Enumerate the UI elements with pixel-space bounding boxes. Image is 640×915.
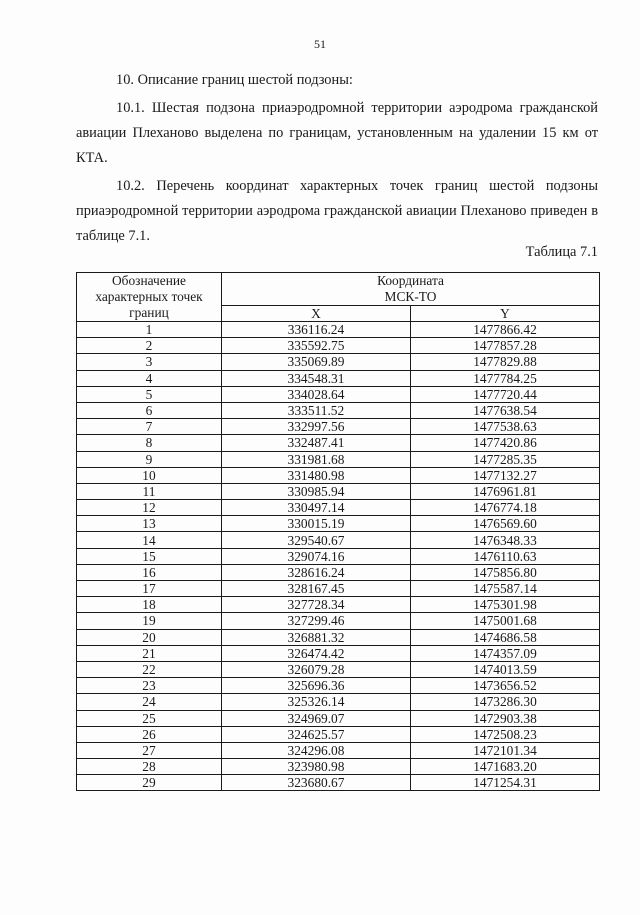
cell-y: 1471683.20 <box>411 759 600 775</box>
cell-point-number: 26 <box>77 726 222 742</box>
cell-point-number: 20 <box>77 629 222 645</box>
cell-x: 325326.14 <box>222 694 411 710</box>
cell-point-number: 13 <box>77 516 222 532</box>
header-point-designation: Обозначение характерных точек границ <box>77 273 222 322</box>
cell-x: 323980.98 <box>222 759 411 775</box>
cell-y: 1474357.09 <box>411 645 600 661</box>
cell-y: 1476774.18 <box>411 500 600 516</box>
cell-point-number: 28 <box>77 759 222 775</box>
table-row <box>77 726 600 742</box>
cell-y: 1477866.42 <box>411 322 600 338</box>
cell-point-number: 2 <box>77 338 222 354</box>
cell-y: 1475587.14 <box>411 581 600 597</box>
cell-x: 324296.08 <box>222 742 411 758</box>
cell-x: 335069.89 <box>222 354 411 370</box>
cell-x: 325696.36 <box>222 678 411 694</box>
cell-y: 1476961.81 <box>411 483 600 499</box>
table-row <box>77 645 600 661</box>
table-row <box>77 597 600 613</box>
cell-point-number: 29 <box>77 775 222 791</box>
cell-x: 327728.34 <box>222 597 411 613</box>
cell-x: 331981.68 <box>222 451 411 467</box>
cell-y: 1477420.86 <box>411 435 600 451</box>
cell-x: 323680.67 <box>222 775 411 791</box>
cell-point-number: 18 <box>77 597 222 613</box>
cell-x: 324625.57 <box>222 726 411 742</box>
cell-point-number: 4 <box>77 370 222 386</box>
table-caption: Таблица 7.1 <box>525 244 598 260</box>
cell-y: 1475301.98 <box>411 597 600 613</box>
cell-x: 324969.07 <box>222 710 411 726</box>
cell-y: 1471254.31 <box>411 775 600 791</box>
cell-point-number: 15 <box>77 548 222 564</box>
cell-x: 326079.28 <box>222 661 411 677</box>
table-row <box>77 581 600 597</box>
table-row <box>77 759 600 775</box>
cell-point-number: 1 <box>77 322 222 338</box>
cell-x: 331480.98 <box>222 467 411 483</box>
cell-point-number: 7 <box>77 419 222 435</box>
cell-x: 334028.64 <box>222 386 411 402</box>
cell-point-number: 9 <box>77 451 222 467</box>
cell-point-number: 19 <box>77 613 222 629</box>
section-heading: 10. Описание границ шестой подзоны: <box>116 72 353 88</box>
cell-point-number: 17 <box>77 581 222 597</box>
cell-y: 1477538.63 <box>411 419 600 435</box>
table-row <box>77 629 600 645</box>
cell-point-number: 21 <box>77 645 222 661</box>
table-row <box>77 548 600 564</box>
cell-y: 1476110.63 <box>411 548 600 564</box>
cell-y: 1474686.58 <box>411 629 600 645</box>
header-y: Y <box>411 306 600 322</box>
header-coordinate-system <box>222 273 600 306</box>
cell-x: 330985.94 <box>222 483 411 499</box>
table-row <box>77 370 600 386</box>
cell-x: 335592.75 <box>222 338 411 354</box>
cell-x: 333511.52 <box>222 402 411 418</box>
table-row <box>77 322 600 338</box>
cell-point-number: 14 <box>77 532 222 548</box>
cell-point-number: 12 <box>77 500 222 516</box>
cell-y: 1472903.38 <box>411 710 600 726</box>
table-row <box>77 386 600 402</box>
cell-y: 1477829.88 <box>411 354 600 370</box>
cell-point-number: 23 <box>77 678 222 694</box>
table-row <box>77 678 600 694</box>
cell-y: 1477285.35 <box>411 451 600 467</box>
cell-y: 1473286.30 <box>411 694 600 710</box>
table-row <box>77 742 600 758</box>
table-body <box>77 322 600 791</box>
cell-x: 332997.56 <box>222 419 411 435</box>
cell-point-number: 8 <box>77 435 222 451</box>
table-row <box>77 564 600 580</box>
table-row <box>77 467 600 483</box>
table-row <box>77 419 600 435</box>
cell-y: 1472508.23 <box>411 726 600 742</box>
cell-y: 1473656.52 <box>411 678 600 694</box>
cell-point-number: 10 <box>77 467 222 483</box>
table-row <box>77 402 600 418</box>
table-row <box>77 483 600 499</box>
table-row <box>77 661 600 677</box>
table-row <box>77 516 600 532</box>
table-row <box>77 532 600 548</box>
paragraph-10-1: 10.1. Шестая подзона приаэродромной территории аэродрома гражданской авиации Плеханово выделена по границам, установленным на удалении 15 км от КТА. <box>76 100 598 166</box>
table-row <box>77 354 600 370</box>
table-row <box>77 710 600 726</box>
header-x: X <box>222 306 411 322</box>
cell-x: 334548.31 <box>222 370 411 386</box>
cell-x: 328167.45 <box>222 581 411 597</box>
cell-y: 1477720.44 <box>411 386 600 402</box>
cell-point-number: 11 <box>77 483 222 499</box>
cell-x: 330015.19 <box>222 516 411 532</box>
table-row <box>77 694 600 710</box>
cell-y: 1477638.54 <box>411 402 600 418</box>
table-row <box>77 775 600 791</box>
cell-x: 326881.32 <box>222 629 411 645</box>
table-header-row <box>77 273 600 306</box>
cell-y: 1475001.68 <box>411 613 600 629</box>
cell-y: 1474013.59 <box>411 661 600 677</box>
table-row <box>77 500 600 516</box>
table-row <box>77 435 600 451</box>
cell-point-number: 22 <box>77 661 222 677</box>
cell-point-number: 27 <box>77 742 222 758</box>
cell-y: 1477132.27 <box>411 467 600 483</box>
cell-y: 1475856.80 <box>411 564 600 580</box>
paragraph-10-2: 10.2. Перечень координат характерных точек границ шестой подзоны приаэродромной территории аэродрома гражданской авиации Плеханово приведен в таблице 7.1. <box>76 178 598 244</box>
cell-x: 329540.67 <box>222 532 411 548</box>
cell-x: 328616.24 <box>222 564 411 580</box>
cell-y: 1476569.60 <box>411 516 600 532</box>
cell-x: 330497.14 <box>222 500 411 516</box>
cell-y: 1472101.34 <box>411 742 600 758</box>
cell-x: 329074.16 <box>222 548 411 564</box>
coordinates-table <box>76 272 600 791</box>
cell-point-number: 24 <box>77 694 222 710</box>
cell-point-number: 25 <box>77 710 222 726</box>
cell-x: 327299.46 <box>222 613 411 629</box>
table-row <box>77 613 600 629</box>
table-row <box>77 451 600 467</box>
table-row <box>77 338 600 354</box>
page-number: 51 <box>314 37 326 51</box>
cell-x: 332487.41 <box>222 435 411 451</box>
header-coordinate-text: Координата МСК-ТО <box>377 273 444 304</box>
cell-point-number: 5 <box>77 386 222 402</box>
cell-point-number: 3 <box>77 354 222 370</box>
cell-x: 326474.42 <box>222 645 411 661</box>
cell-x: 336116.24 <box>222 322 411 338</box>
cell-y: 1476348.33 <box>411 532 600 548</box>
cell-point-number: 16 <box>77 564 222 580</box>
cell-y: 1477784.25 <box>411 370 600 386</box>
cell-y: 1477857.28 <box>411 338 600 354</box>
cell-point-number: 6 <box>77 402 222 418</box>
